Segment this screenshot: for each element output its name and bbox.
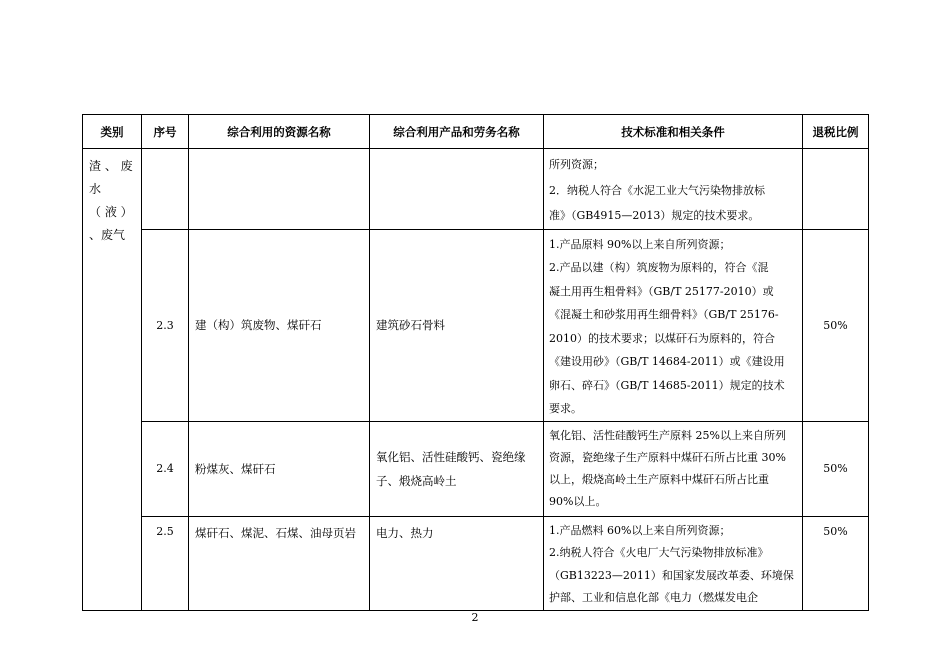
header-number: 序号 — [142, 115, 189, 149]
product-line: 氧化铝、活性硅酸钙、瓷绝缘 — [376, 449, 526, 464]
condition-line: 90%以上。 — [549, 494, 607, 508]
row-conditions — [544, 421, 803, 516]
condition-line: 2.产品以建（构）筑废物为原料的，符合《混 — [549, 261, 769, 274]
table-header-row — [83, 115, 869, 149]
condition-line: 2010）的技术要求；以煤矸石为原料的，符合 — [549, 331, 775, 345]
category-cell — [83, 149, 142, 611]
page-number: 2 — [471, 611, 479, 624]
condition-line: 所列资源； — [549, 158, 604, 171]
header-category: 类别 — [83, 115, 142, 149]
condition-line: 卵石、碎石》（GB/T 14685-2011）规定的技术 — [549, 378, 785, 392]
row-product — [370, 421, 544, 516]
condition-line: 以上，煅烧高岭土生产原料中煤矸石所占比重 — [549, 472, 769, 486]
row-number: 2.5 — [142, 516, 189, 610]
condition-line: 氧化铝、活性硅酸钙生产原料 25%以上来自所列 — [549, 428, 786, 442]
condition-line: 准》（GB4915—2013）规定的技术要求。 — [549, 209, 760, 222]
product-line: 子、煅烧高岭土 — [376, 473, 457, 488]
table-row — [83, 516, 869, 610]
header-conditions: 技术标准和相关条件 — [544, 115, 803, 149]
row-conditions — [544, 516, 803, 610]
row-product — [370, 149, 544, 230]
condition-line: 要求。 — [549, 402, 582, 415]
row-conditions — [544, 149, 803, 230]
condition-line: 2.纳税人符合《火电厂大气污染物排放标准》 — [549, 546, 769, 559]
condition-line: 护部、工业和信息化部《电力（燃煤发电企 — [549, 591, 758, 604]
tax-refund-table — [82, 114, 869, 611]
row-resource: 粉煤灰、煤矸石 — [189, 421, 370, 516]
table-row — [83, 149, 869, 230]
condition-line: 资源，瓷绝缘子生产原料中煤矸石所占比重 30% — [549, 450, 786, 464]
category-line: 渣 、 废 — [89, 159, 133, 173]
condition-line: 凝土用再生粗骨料》（GB/T 25177-2010）或 — [549, 284, 774, 298]
condition-line: 1.产品原料 90%以上来自所列资源； — [549, 237, 731, 251]
condition-line: 1.产品燃料 60%以上来自所列资源； — [549, 523, 731, 537]
category-line: 水 — [89, 182, 102, 196]
row-product: 电力、热力 — [370, 516, 544, 610]
condition-line: 2．纳税人符合《水泥工业大气污染物排放标 — [549, 183, 765, 197]
header-ratio: 退税比例 — [803, 115, 869, 149]
category-line: （ 液 ） — [89, 205, 133, 219]
row-ratio: 50% — [803, 421, 869, 516]
row-resource: 建（构）筑废物、煤矸石 — [189, 229, 370, 421]
row-number: 2.4 — [142, 421, 189, 516]
row-ratio: 50% — [803, 229, 869, 421]
row-number: 2.3 — [142, 229, 189, 421]
row-conditions — [544, 229, 803, 421]
condition-line: （GB13223—2011）和国家发展改革委、环境保 — [549, 568, 794, 582]
table-row — [83, 229, 869, 421]
condition-line: 《建设用砂》（GB/T 14684-2011）或《建设用 — [549, 355, 785, 368]
header-resource: 综合利用的资源名称 — [189, 115, 370, 149]
condition-line: 《混凝土和砂浆用再生细骨料》（GB/T 25176- — [549, 308, 779, 321]
category-line: 、废气 — [89, 228, 126, 242]
row-number — [142, 149, 189, 230]
row-ratio: 50% — [803, 516, 869, 610]
row-resource: 煤矸石、煤泥、石煤、油母页岩 — [189, 516, 370, 610]
table-row — [83, 421, 869, 516]
row-product: 建筑砂石骨料 — [370, 229, 544, 421]
row-resource — [189, 149, 370, 230]
row-ratio — [803, 149, 869, 230]
header-product: 综合利用产品和劳务名称 — [370, 115, 544, 149]
